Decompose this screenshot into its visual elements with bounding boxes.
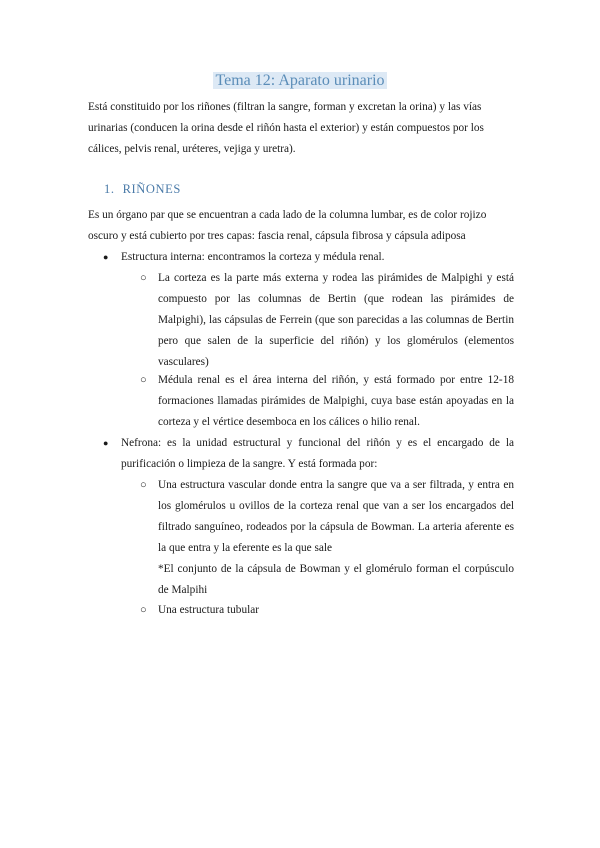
section-number: 1.: [104, 182, 115, 196]
bullet-marker: ●: [103, 252, 109, 262]
list-item-structure: [103, 247, 514, 268]
kidney-paragraph: Es un órgano par que se encuentran a cada lado de la columna lumbar, es de color rojizo oscuro y está cubierto por tres capas: fascia renal, cápsula fibrosa y cápsula adiposa: [88, 209, 487, 242]
page-title: Tema 12: Aparato urinario: [215, 72, 385, 89]
list-item-tubular: [140, 600, 514, 621]
list-item-medulla: [140, 370, 514, 433]
list-item-cortex: [140, 268, 514, 373]
circle-marker: ○: [140, 479, 147, 491]
list-item-vascular: [140, 475, 514, 559]
list-item-text: Médula renal es el área interna del riñón, y está formado por entre 12-18 formaciones llamadas pirámides de Malpighi, cuya base están apoyadas en la corteza y el vértice desemboca en los cálices o hilio renal.: [158, 374, 514, 428]
section-heading: [104, 182, 181, 197]
list-item-text: Una estructura tubular: [158, 604, 260, 616]
list-item-text: Nefrona: es la unidad estructural y funcional del riñón y es el encargado de la purificación o limpieza de la sangre. Y está formada por:: [121, 437, 514, 470]
circle-marker: ○: [140, 374, 147, 386]
list-item-text: Una estructura vascular donde entra la sangre que va a ser filtrada, y entra en los glomérulos u ovillos de la corteza renal que van a ser los encargados del filtrado sanguíneo, rodeados por la cápsula de Bowman. La arteria aferente es la que entra y la eferente es la que sale: [158, 479, 514, 554]
note-paragraph: [158, 559, 514, 601]
circle-marker: ○: [140, 272, 147, 284]
bullet-marker: ●: [103, 438, 109, 448]
list-item-text: Estructura interna: encontramos la corteza y médula renal.: [121, 251, 385, 263]
list-item-text: La corteza es la parte más externa y rodea las pirámides de Malpighi y está compuesto por las columnas de Bertin (que rodean las pirámides de Malpighi), las cápsulas de Ferrein (que son parecidas a las columnas de Bertin pero que salen de la superficie del riñón) y los glomérulos (elementos vasculares): [158, 272, 514, 368]
circle-marker: ○: [140, 604, 147, 616]
list-item-nephron: [103, 433, 514, 475]
note-text: *El conjunto de la cápsula de Bowman y el glomérulo forman el corpúsculo de Malpihi: [158, 563, 514, 596]
intro-paragraph: Está constituido por los riñones (filtran la sangre, forman y excretan la orina) y las vías urinarias (conducen la orina desde el riñón hasta el exterior) y están compuestos por los cálices, pelvis renal, uréteres, vejiga y uretra).: [88, 101, 484, 155]
section-title: RIÑONES: [122, 182, 181, 196]
